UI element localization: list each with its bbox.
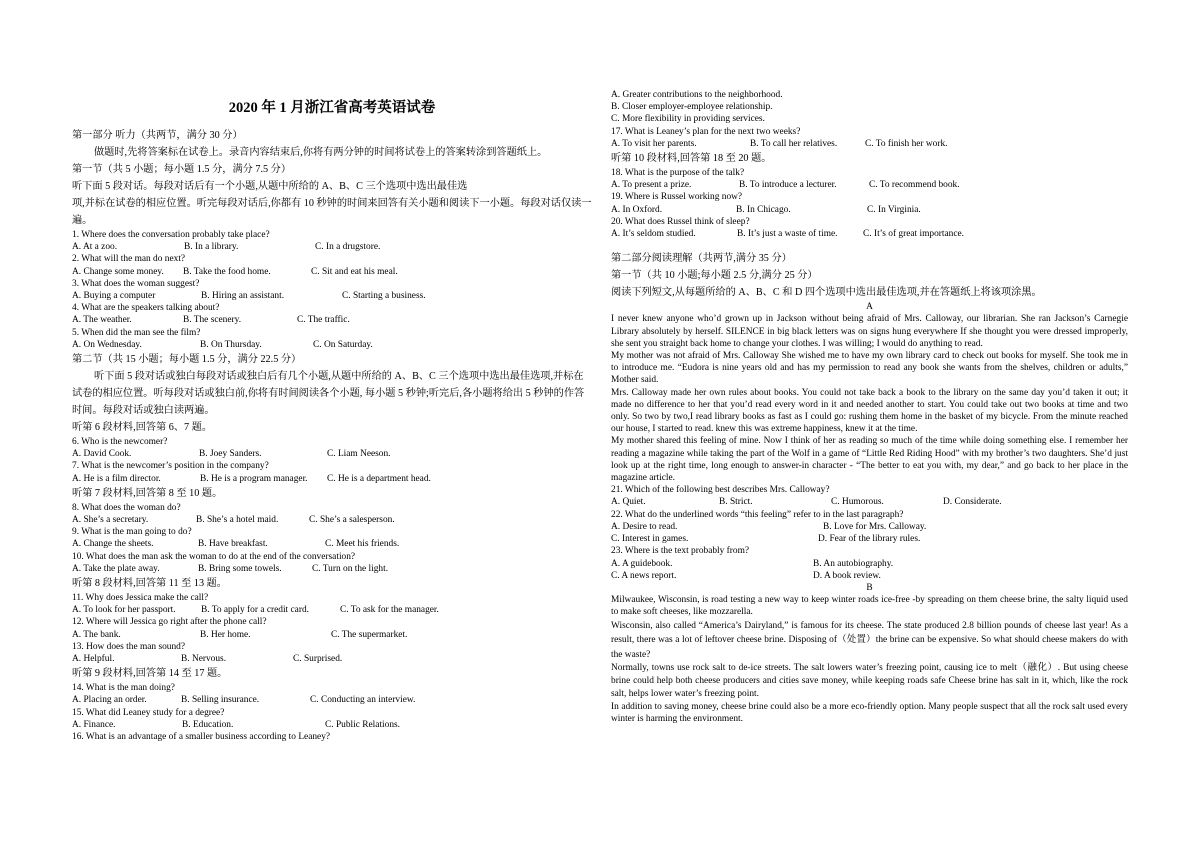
passage-a-paragraph-4: My mother shared this feeling of mine. Now I think of her as reading so much of the time while doing something else. I remember her reading a magazine while taking the part of the Wolf in a game of “Little Red Riding Hood” with my brother’s two daughters. She’d just look up at the right time, long enough to answer-in character - “The better to eat you with, my dear,” and go back to her place in the magazine article. (611, 436, 1128, 484)
option-a: A. On Wednesday. (72, 339, 142, 350)
option-b: B. She’s a hotel maid. (196, 515, 279, 526)
option-c: C. Interest in games. (611, 534, 689, 545)
option-b: B. To apply for a credit card. (201, 605, 309, 616)
option-c: C. Sit and eat his meal. (311, 266, 398, 277)
question-21-options (611, 496, 1128, 508)
question-18: 18. What is the purpose of the talk? (611, 168, 745, 179)
option-b: B. Selling insurance. (181, 695, 260, 706)
passage-a-paragraph-2: My mother was not afraid of Mrs. Calloway She wished me to have my own library card to check out books for myself. She took me in to introduce me. “Eudora is nine years old and has my permission to read any book she wants from the shelves, children or adults,” Mother said. (611, 351, 1128, 386)
question-20: 20. What does Russel think of sleep? (611, 216, 750, 227)
option-a: A. To visit her parents. (611, 138, 697, 149)
option-c: C. She’s a salesperson. (309, 515, 395, 526)
option-c: C. It’s of great importance. (863, 229, 965, 240)
question-15-options (72, 719, 592, 731)
question-17: 17. What is Leaney’s plan for the next two weeks? (611, 126, 801, 137)
question-9: 9. What is the man going to do? (72, 527, 192, 538)
question-11-options (72, 604, 592, 616)
section1-instructions-a: 听下面 5 段对话。每段对话后有一个小题,从题中所给的 A、B、C 三个选项中选出最佳选 (72, 181, 468, 192)
option-a: A. In Oxford. (611, 204, 663, 215)
question-8-options (72, 514, 592, 526)
question-22-options-1 (611, 521, 1128, 533)
part2-instructions: 阅读下列短文,从每题所给的 A、B、C 和 D 四个选项中选出最佳选项,并在答题纸上将该项涂黑。 (611, 287, 1042, 299)
option-c: C. On Saturday. (313, 339, 373, 350)
option-b: B. Joey Sanders. (199, 449, 262, 460)
option-b: B. In Chicago. (736, 204, 791, 215)
option-c: C. Meet his friends. (325, 539, 400, 550)
part1-instructions: 做题时,先将答案标在试卷上。录音内容结束后,你将有两分钟的时间将试卷上的答案转涂到答题纸上。 (94, 147, 548, 158)
option-a: A. A guidebook. (611, 558, 673, 569)
option-a: A. The weather. (72, 315, 132, 326)
option-c: C. He is a department head. (327, 473, 431, 484)
option-b: B. Hiring an assistant. (201, 291, 285, 302)
section2-instructions: 听下面 5 段对话或独白每段对话或独白后有几个小题,从题中所给的 A、B、C 三个选项中选出最佳选项,并标在试卷的相应位置。听每段对话或独白前,你将有时间阅读各个小题, 每小题 5 秒钟;听完后,各小题将给出 5 秒钟的作答时间。每段对话或独白读两遍。 (72, 371, 585, 417)
option-a: A. She’s a secretary. (72, 515, 149, 526)
option-b: B. It’s just a waste of time. (737, 229, 838, 240)
option-c: C. Surprised. (293, 654, 343, 665)
part2-heading: 第二部分阅读理解（共两节,满分 35 分） (611, 253, 792, 265)
passage-a-paragraph-3: Mrs. Calloway made her own rules about books. You could not take back a book to the library on the same day you’d taken it out; it made no difference to her that you’d read every word in it and needed another to start. You could take out two books at time and two only. So two by two,I read library books as fast as I could go: rushing them home in the basket of my bicycle. From the minute reached our house, I started to read. knew this was extreme happiness, knew it at the time. (611, 387, 1128, 435)
left-column (72, 96, 592, 743)
option-a: A. Finance. (72, 719, 116, 730)
question-14-options (72, 694, 592, 706)
right-column (611, 89, 1128, 725)
question-20-options (611, 228, 1128, 240)
question-23: 23. Where is the text probably from? (611, 546, 750, 557)
option-b: B. Bring some towels. (198, 563, 282, 574)
question-15: 15. What did Leaney study for a degree? (72, 707, 225, 718)
passage-a-label: A (866, 302, 873, 313)
question-3-options (72, 290, 592, 302)
passage-b-paragraph-3: Normally, towns use rock salt to de-ice streets. The salt lowers water’s freezing point, causing ice to melt（融化）. But using cheese brine could help both cheese producers and cities save money, while keeping roads safe Cheese brine has salt in it, which, like the rock salt, helps lower water’s freezing point. (611, 663, 1128, 700)
question-9-options (72, 538, 592, 550)
part2-section1-heading: 第一节（共 10 小题;每小题 2.5 分,满分 25 分） (611, 270, 818, 282)
option-b: B. In a library. (184, 242, 239, 253)
part1-heading: 第一部分 听力（共两节，满分 30 分） (72, 130, 243, 141)
option-c: C. Public Relations. (325, 719, 400, 730)
option-c: C. Liam Neeson. (327, 449, 391, 460)
question-13-options (72, 653, 592, 665)
option-c: C. Conducting an interview. (310, 695, 416, 706)
option-a: A. David Cook. (72, 449, 132, 460)
section1-instructions-b: 项,并标在试卷的相应位置。听完每段对话后,你都有 10 秒钟的时间来回答有关小题和阅读下一小题。每段对话仅读一遍。 (72, 198, 592, 226)
option-c: C. The supermarket. (331, 629, 408, 640)
option-c: C. A news report. (611, 570, 677, 581)
question-12: 12. Where will Jessica go right after the phone call? (72, 617, 267, 628)
option-a: A. Change the sheets. (72, 539, 154, 550)
question-2-options (72, 266, 592, 278)
material-8-heading: 听第 8 段材料,回答第 11 至 13 题。 (72, 578, 227, 590)
option-d: D. Considerate. (943, 497, 1002, 508)
section2-heading: 第二节（共 15 小题；每小题 1.5 分，满分 22.5 分） (72, 354, 302, 366)
option-d: D. A book review. (813, 570, 881, 581)
option-b: B. Love for Mrs. Calloway. (823, 521, 927, 532)
option-b: B. To introduce a lecturer. (739, 180, 837, 191)
question-7-options (72, 473, 592, 485)
question-10: 10. What does the man ask the woman to do at the end of the conversation? (72, 551, 356, 562)
material-7-heading: 听第 7 段材料,回答第 8 至 10 题。 (72, 487, 223, 499)
option-c: C. To recommend book. (869, 180, 960, 191)
question-16-option-b: B. Closer employer-employee relationship. (611, 102, 773, 113)
option-a: A. It’s seldom studied. (611, 229, 696, 240)
option-c: C. The traffic. (297, 315, 350, 326)
passage-b-label: B (866, 582, 873, 593)
option-a: A. The bank. (72, 629, 121, 640)
question-12-options (72, 629, 592, 641)
option-c: C. To finish her work. (865, 138, 948, 149)
question-8: 8. What does the woman do? (72, 502, 181, 513)
option-c: C. To ask for the manager. (340, 605, 439, 616)
option-a: A. Buying a computer (72, 291, 156, 302)
option-b: B. Nervous. (181, 654, 227, 665)
material-6-heading: 听第 6 段材料,回答第 6、7 题。 (72, 422, 213, 434)
question-16-option-a: A. Greater contributions to the neighborhood. (611, 90, 783, 100)
question-4-options (72, 314, 592, 326)
question-10-options (72, 563, 592, 575)
option-b: B. Take the food home. (183, 266, 271, 277)
option-d: D. Fear of the library rules. (818, 534, 921, 545)
material-10-heading: 听第 10 段材料,回答第 18 至 20 题。 (611, 153, 772, 165)
passage-b-paragraph-1: Milwaukee, Wisconsin, is road testing a new way to keep winter roads ice-free -by spreading on them cheese brine, the salty liquid used to make soft cheeses, like mozzarella. (611, 595, 1128, 618)
option-b: B. Have breakfast. (198, 539, 268, 550)
option-a: A. Change some money. (72, 266, 164, 277)
question-5-options (72, 339, 592, 351)
question-1: 1. Where does the conversation probably take place? (72, 230, 270, 240)
option-a: A. To look for her passport. (72, 605, 176, 616)
question-23-options-2 (611, 570, 1128, 582)
material-9-heading: 听第 9 段材料,回答第 14 至 17 题。 (72, 668, 228, 680)
question-19: 19. Where is Russel working now? (611, 192, 743, 203)
question-14: 14. What is the man doing? (72, 683, 175, 694)
option-b: B. To call her relatives. (750, 138, 838, 149)
option-a: A. Quiet. (611, 497, 646, 508)
question-2: 2. What will the man do next? (72, 254, 186, 265)
option-b: B. On Thursday. (200, 339, 262, 350)
option-c: C. Starting a business. (342, 291, 426, 302)
option-a: A. At a zoo. (72, 242, 118, 253)
question-11: 11. Why does Jessica make the call? (72, 593, 209, 604)
question-16-option-c: C. More flexibility in providing services. (611, 114, 765, 125)
question-7: 7. What is the newcomer’s position in the company? (72, 461, 269, 472)
exam-title: 2020 年 1 月浙江省高考英语试卷 (228, 100, 436, 116)
question-18-options (611, 179, 1128, 191)
question-19-options (611, 204, 1128, 216)
option-a: A. Desire to read. (611, 521, 678, 532)
question-3: 3. What does the woman suggest? (72, 278, 200, 289)
section1-heading: 第一节（共 5 小题；每小题 1.5 分，满分 7.5 分） (72, 164, 292, 175)
option-c: C. Humorous. (831, 497, 884, 508)
question-22-options-2 (611, 533, 1128, 545)
option-a: A. Helpful. (72, 654, 115, 665)
option-b: B. Her home. (200, 629, 251, 640)
question-22: 22. What do the underlined words “this feeling” refer to in the last paragraph? (611, 509, 904, 520)
option-c: C. In a drugstore. (315, 242, 381, 253)
option-c: C. Turn on the light. (312, 563, 389, 574)
question-17-options (611, 138, 1128, 150)
passage-b-paragraph-2: Wisconsin, also called “America’s Dairyland,” is famous for its cheese. The state produced 2.8 billion pounds of cheese last year! As a result, there was a lot of leftover cheese brine. Disposing of（处置）the brine can be expensive. So what should cheese makers do with the waste? (611, 620, 1128, 660)
option-b: B. The scenery. (183, 315, 242, 326)
option-c: C. In Virginia. (867, 204, 921, 215)
question-1-options (72, 241, 592, 253)
option-a: A. Take the plate away. (72, 563, 160, 574)
option-a: A. To present a prize. (611, 180, 692, 191)
question-21: 21. Which of the following best describes Mrs. Calloway? (611, 485, 830, 496)
passage-a-paragraph-1: I never knew anyone who’d grown up in Jackson without being afraid of Mrs. Calloway, our librarian. She ran Jackson’s Carnegie Library absolutely by herself. SILENCE in big black letters was on signs hung everywhere If she thought you were dressed improperly, she sent you straight back home to change your clothes. I was willing; I would do anything to read. (611, 314, 1128, 349)
question-5: 5. When did the man see the film? (72, 327, 201, 338)
question-23-options-1 (611, 558, 1128, 570)
question-6-options (72, 448, 592, 460)
question-4: 4. What are the speakers talking about? (72, 303, 220, 314)
option-b: B. He is a program manager. (200, 473, 308, 484)
option-b: B. An autobiography. (813, 558, 894, 569)
option-b: B. Strict. (719, 497, 753, 508)
option-b: B. Education. (182, 719, 234, 730)
question-13: 13. How does the man sound? (72, 641, 186, 652)
option-a: A. Placing an order. (72, 695, 147, 706)
passage-b-paragraph-4: In addition to saving money, cheese brine could also be a more eco-friendly option. Many people suspect that all the rock salt used every winter is harming the environment. (611, 702, 1128, 725)
option-a: A. He is a film director. (72, 473, 161, 484)
question-16: 16. What is an advantage of a smaller business according to Leaney? (72, 732, 331, 743)
question-6: 6. Who is the newcomer? (72, 437, 168, 448)
